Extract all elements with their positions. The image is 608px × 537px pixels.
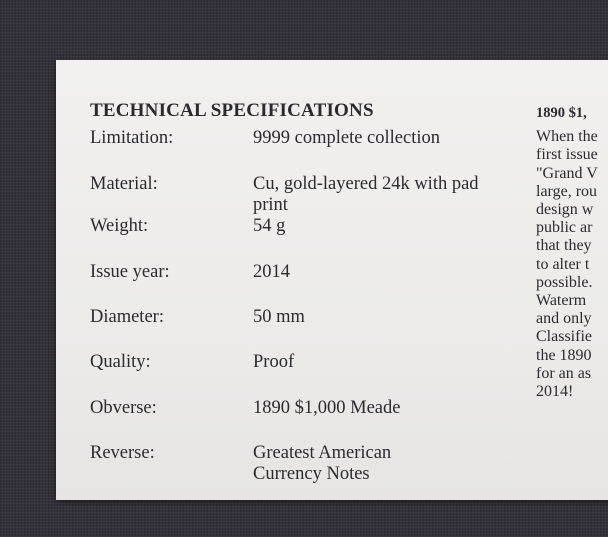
description-line: large, rou <box>536 182 598 200</box>
description-line: possible. <box>536 273 593 291</box>
description-line: Waterm <box>536 292 587 310</box>
limitation-value: 9999 complete collection <box>253 128 440 148</box>
weight-value: 54 g <box>253 216 286 236</box>
quality-label: Quality: <box>90 352 151 372</box>
description-line: the 1890 <box>536 346 592 364</box>
diameter-label: Diameter: <box>90 307 164 327</box>
issue-year-value: 2014 <box>253 262 290 282</box>
weight-label: Weight: <box>90 216 149 236</box>
reverse-label: Reverse: <box>90 443 155 463</box>
description-line: Classifie <box>536 328 592 346</box>
description-line: "Grand V <box>536 164 598 182</box>
obverse-value: 1890 $1,000 Meade <box>253 398 401 418</box>
description-line: public ar <box>536 219 593 237</box>
description-column <box>536 104 608 401</box>
description-line: and only <box>536 310 592 328</box>
diameter-value: 50 mm <box>253 307 305 327</box>
material-value: Cu, gold-layered 24k with pad print <box>253 174 479 215</box>
reverse-value: Greatest American Currency Notes <box>253 443 392 484</box>
specifications-heading: TECHNICAL SPECIFICATIONS <box>90 100 374 121</box>
description-line: that they <box>536 237 592 255</box>
limitation-label: Limitation: <box>90 128 174 148</box>
description-line: When the <box>536 128 598 146</box>
description-line: first issue <box>536 146 598 164</box>
description-line: design w <box>536 201 594 219</box>
description-line: for an as <box>536 364 592 382</box>
issue-year-label: Issue year: <box>90 262 170 282</box>
description-title: 1890 $1, <box>536 105 587 121</box>
specification-card <box>56 60 608 500</box>
quality-value: Proof <box>253 352 295 372</box>
description-line: to alter t <box>536 255 590 273</box>
material-label: Material: <box>90 174 158 194</box>
obverse-label: Obverse: <box>90 398 157 418</box>
description-line: 2014! <box>536 383 574 401</box>
